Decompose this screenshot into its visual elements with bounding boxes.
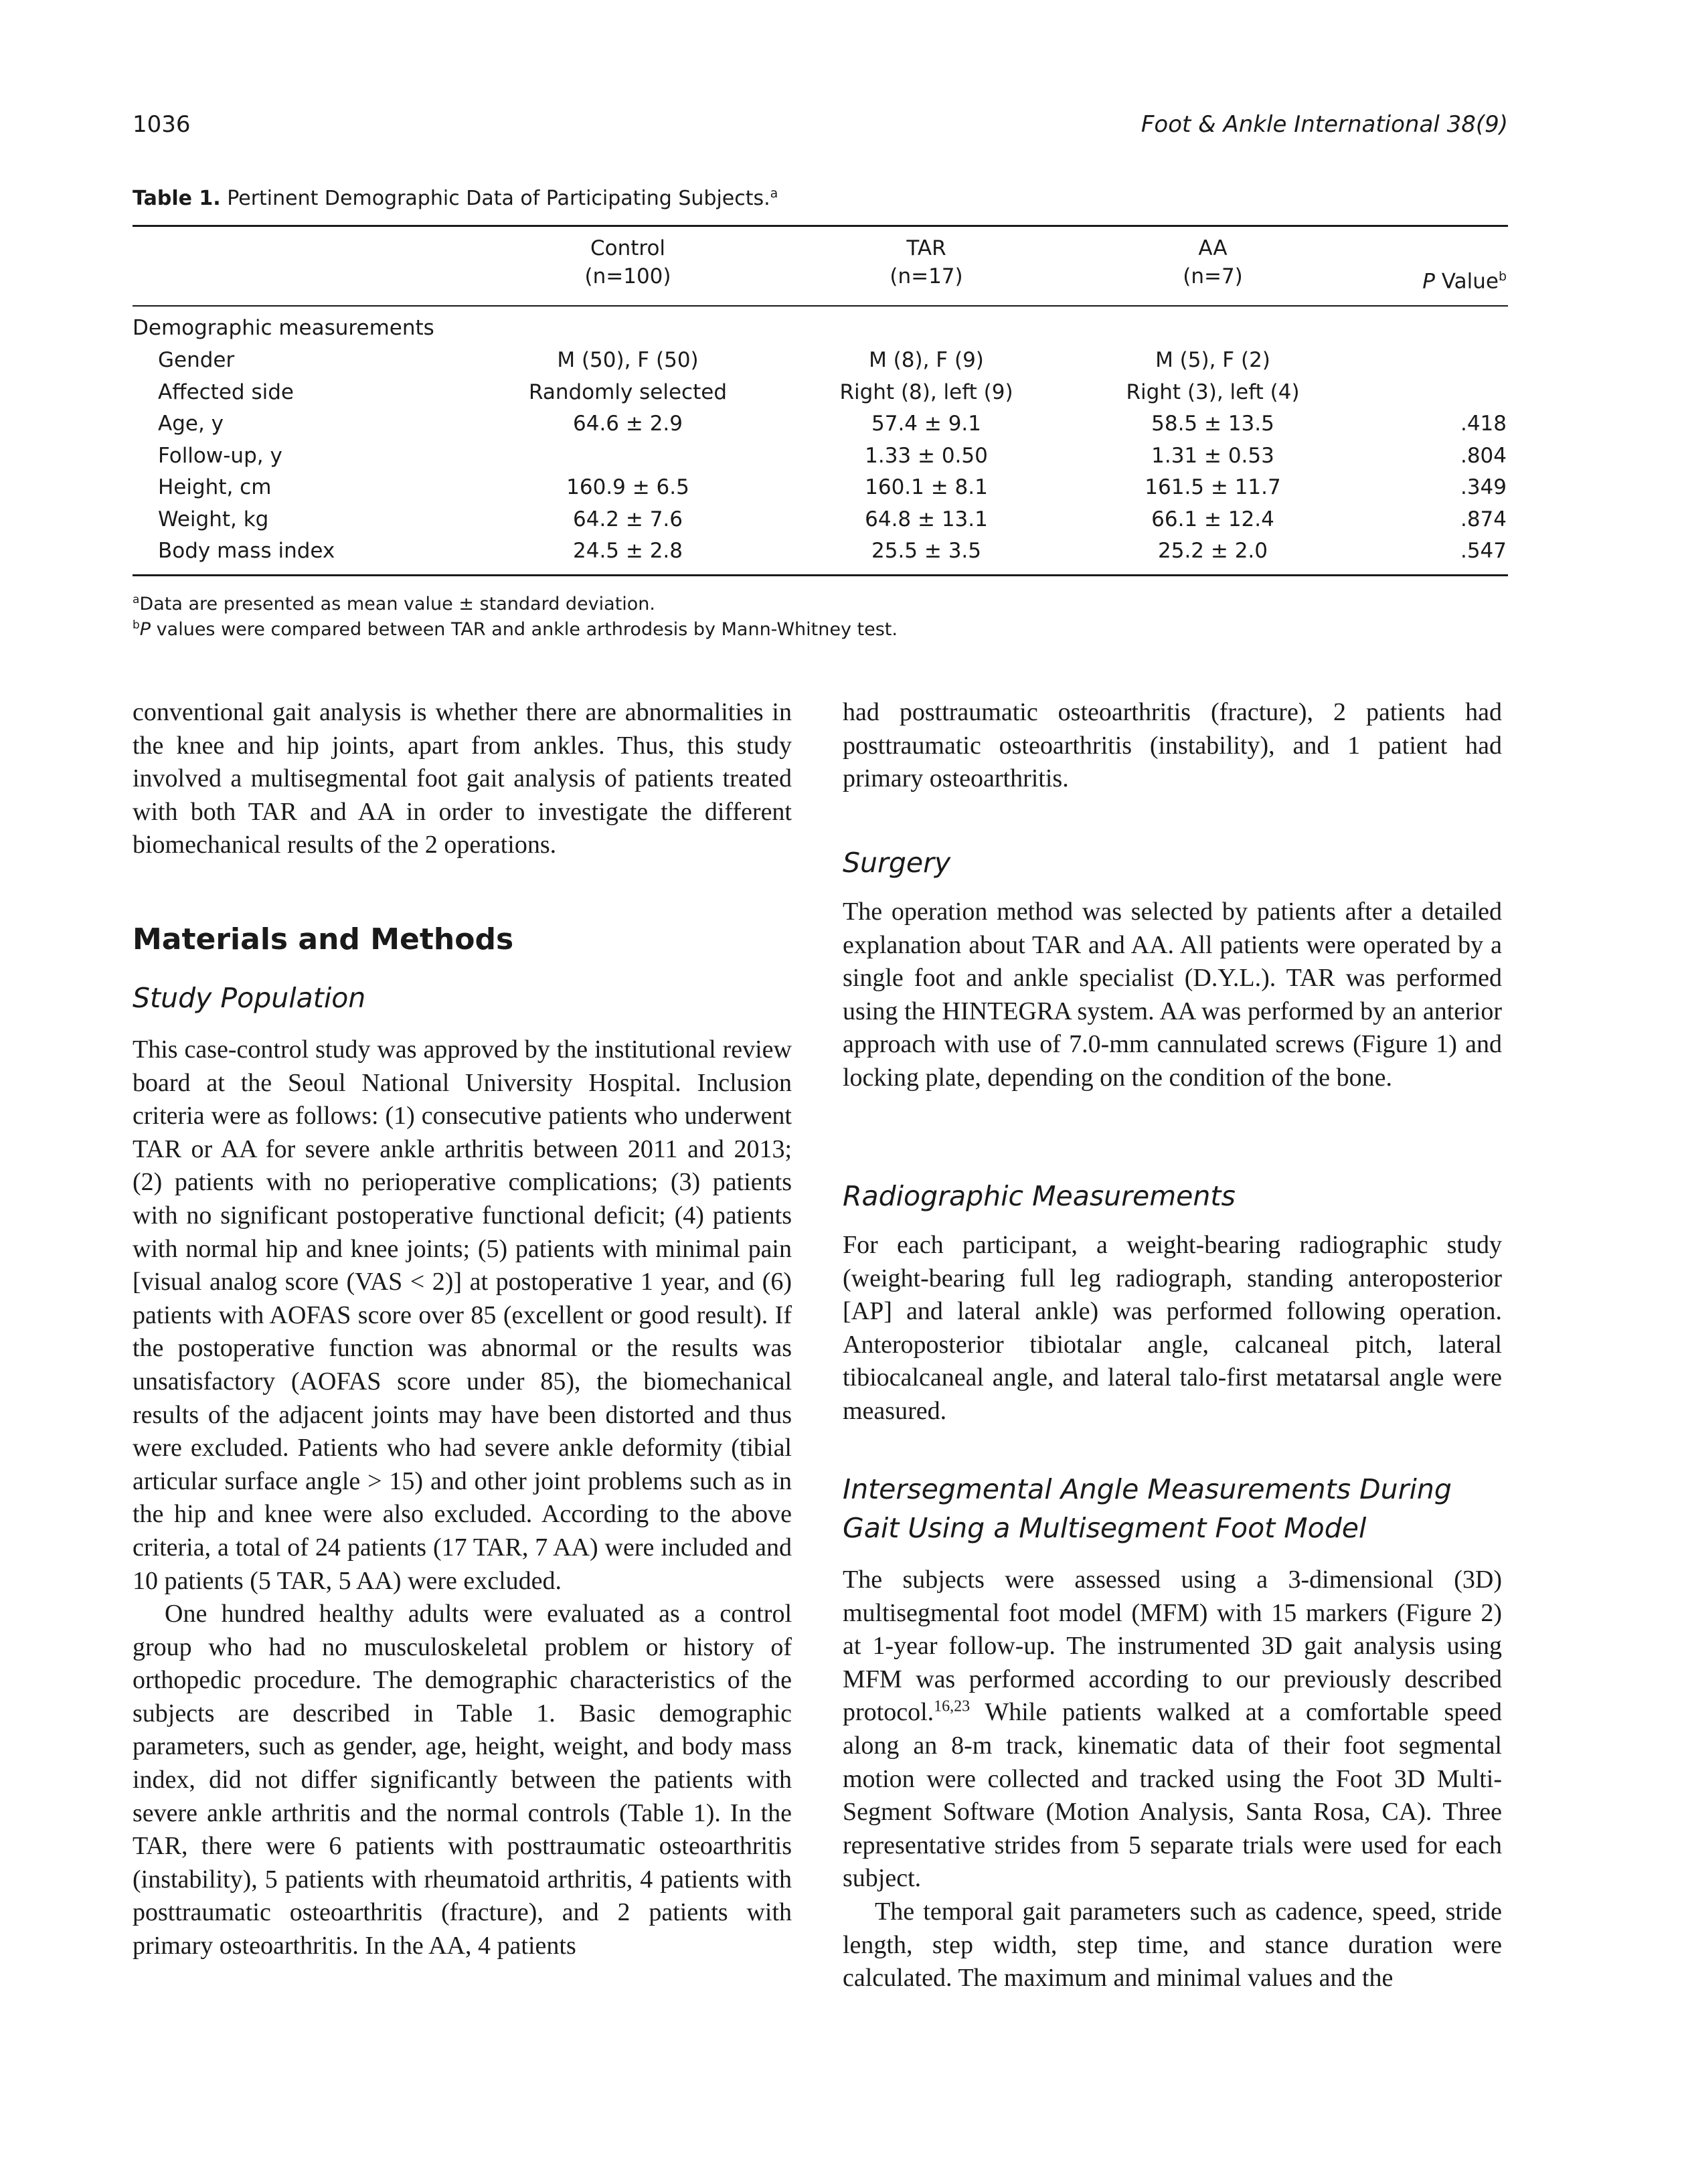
p-value-note: b [1498, 269, 1507, 284]
p-value-rest: Value [1434, 269, 1499, 294]
table-footnote-a [133, 593, 655, 614]
subheading-intersegmental [843, 1470, 1452, 1547]
column-header-aa [1183, 234, 1243, 290]
column-header-aa-n: (n=7) [1183, 264, 1243, 288]
footnote-text: Data are presented as mean value ± standard deviation. [139, 594, 655, 614]
cell-tar: 25.5 ± 3.5 [871, 539, 982, 563]
subheading-surgery: Surgery [843, 847, 951, 879]
p-value-italic: P [1422, 269, 1435, 294]
paragraph-part: The subjects were assessed using a 3-dimensional (3D) multisegmental foot model (MFM) with 15 markers (Figure 2) at 1-year follow-up. The instrumented 3D gait analysis using MFM was performed according to our previously described protocol. [843, 1566, 1502, 1727]
cell-tar: 160.1 ± 8.1 [865, 475, 988, 499]
footnote-text: values were compared between TAR and ankle arthrodesis by Mann-Whitney test. [151, 619, 898, 640]
footnote-italic: P [139, 619, 151, 640]
paragraph: The operation method was selected by patients after a detailed explanation about TAR and AA. All patients were operated by a single foot and ankle specialist (D.Y.L.). TAR was performed using the HINTEGRA system. AA was performed by an anterior approach with use of 7.0-mm cannulated screws (Figure 1) and locking plate, depending on the condition of the bone. [843, 898, 1502, 1092]
section-heading-materials-methods: Materials and Methods [133, 922, 514, 956]
paragraph: had posttraumatic osteoarthritis (fracture), 2 patients had posttraumatic osteoarthritis (instability), and 1 patient had primary osteoarthritis. [843, 698, 1502, 793]
footnote-mark: b [133, 618, 140, 632]
row-label: Body mass index [158, 539, 335, 563]
paragraph: conventional gait analysis is whether there are abnormalities in the knee and hip joints, apart from ankles. Thus, this study involved a multisegmental foot gait analysis of patients treated with both TAR and AA in order to investigate the different biomechanical results of the 2 operations. [133, 698, 792, 859]
row-label: Weight, kg [158, 507, 269, 531]
intersegmental-text [843, 1564, 1502, 1995]
column-header-aa-name: AA [1198, 236, 1228, 260]
subheading-line-1: Intersegmental Angle Measurements During [843, 1473, 1452, 1505]
cell-p-value: .547 [1460, 539, 1507, 563]
footnote-mark: a [133, 593, 140, 606]
paragraph [843, 1564, 1502, 1896]
table-caption [133, 186, 778, 210]
subheading-study-population: Study Population [133, 982, 366, 1014]
cell-aa: 1.31 ± 0.53 [1151, 443, 1274, 468]
row-label: Height, cm [158, 475, 272, 499]
cell-control: 64.2 ± 7.6 [572, 507, 683, 531]
cell-tar: Right (8), left (9) [839, 380, 1013, 404]
cell-tar: 1.33 ± 0.50 [865, 443, 988, 468]
table-rule-bottom [133, 574, 1508, 576]
right-column-intro [843, 696, 1502, 796]
cell-tar: M (8), F (9) [869, 348, 984, 372]
table-label: Table 1. [133, 187, 221, 210]
column-header-tar [890, 234, 962, 290]
column-header-control-name: Control [590, 236, 666, 260]
table-footnote-b [133, 618, 898, 640]
citation-ref: 16,23 [934, 1697, 971, 1715]
row-label: Gender [158, 348, 235, 372]
paragraph: For each participant, a weight-bearing radiographic study (weight-bearing full leg radiograph, standing anteroposterior [AP] and lateral ankle) was performed following operation. Anteroposterior tibiotalar angle, calcaneal pitch, lateral tibiocalcaneal angle, and lateral talo-first metatarsal angle were measured. [843, 1231, 1502, 1425]
column-header-control [585, 234, 671, 290]
cell-control: M (50), F (50) [557, 348, 699, 372]
cell-aa: 25.2 ± 2.0 [1157, 539, 1268, 563]
left-column-body [133, 1033, 792, 1963]
cell-control: 24.5 ± 2.8 [572, 539, 683, 563]
cell-p-value: .349 [1460, 475, 1507, 499]
table-rule-header [133, 305, 1508, 307]
cell-aa: M (5), F (2) [1155, 348, 1270, 372]
table-rule-top [133, 225, 1508, 227]
cell-aa: 161.5 ± 11.7 [1145, 475, 1281, 499]
table-caption-note: a [770, 186, 778, 201]
column-header-control-n: (n=100) [584, 264, 671, 288]
cell-aa: Right (3), left (4) [1126, 380, 1300, 404]
journal-title: Foot & Ankle International 38(9) [1141, 111, 1508, 138]
table-group-label: Demographic measurements [133, 316, 434, 340]
subheading-line-2: Gait Using a Multisegment Foot Model [843, 1512, 1367, 1544]
left-column-intro [133, 696, 792, 862]
row-label: Affected side [158, 380, 294, 404]
table-caption-text: Pertinent Demographic Data of Participating Subjects. [227, 187, 770, 210]
cell-tar: 64.8 ± 13.1 [865, 507, 988, 531]
column-header-tar-name: TAR [906, 236, 946, 260]
cell-control: 64.6 ± 2.9 [572, 412, 683, 436]
column-header-tar-n: (n=17) [890, 264, 963, 288]
subheading-radiographic: Radiographic Measurements [843, 1180, 1236, 1212]
cell-control: Randomly selected [528, 380, 728, 404]
row-label: Age, y [158, 412, 224, 436]
paragraph-part: While patients walked at a comfortable speed along an 8-m track, kinematic data of their foot segmental motion were collected and tracked using the Foot 3D Multi-Segment Software (Motion Analysis, Santa Rosa, CA). Three representative strides from 5 separate trials were used for each subject. [843, 1698, 1502, 1893]
cell-p-value: .804 [1460, 443, 1507, 468]
cell-aa: 58.5 ± 13.5 [1151, 412, 1274, 436]
cell-p-value: .874 [1460, 507, 1507, 531]
cell-control: 160.9 ± 6.5 [566, 475, 689, 499]
cell-p-value: .418 [1460, 412, 1507, 436]
cell-tar: 57.4 ± 9.1 [871, 412, 982, 436]
paragraph: The temporal gait parameters such as cadence, speed, stride length, step width, step time, and stance duration were calculated. The maximum and minimal values and the [843, 1897, 1502, 1993]
column-header-p-value [1422, 262, 1507, 295]
page-number: 1036 [133, 111, 191, 138]
cell-aa: 66.1 ± 12.4 [1151, 507, 1274, 531]
paragraph: This case-control study was approved by the institutional review board at the Seoul National University Hospital. Inclusion criteria were as follows: (1) consecutive patients who underwent TAR or AA for severe ankle arthritis between 2011 and 2013; (2) patients with no perioperative complications; (3) patients with no significant postoperative functional deficit; (4) patients with normal hip and knee joints; (5) patients with minimal pain [visual analog score (VAS < 2)] at postoperative 1 year, and (6) patients with AOFAS score over 85 (excellent or good result). If the postoperative function was abnormal or the results was unsatisfactory (AOFAS score under 85), the biomechanical results of the adjacent joints may have been distorted and thus were excluded. Patients who had severe ankle deformity (tibial articular surface angle > 15) and other joint problems such as in the hip and knee were also excluded. According to the above criteria, a total of 24 patients (17 TAR, 7 AA) were included and 10 patients (5 TAR, 5 AA) were excluded. [133, 1035, 792, 1595]
row-label: Follow-up, y [158, 443, 282, 468]
radiographic-text [843, 1229, 1502, 1428]
paragraph: One hundred healthy adults were evaluated as a control group who had no musculoskeletal problem or history of orthopedic procedure. The demographic characteristics of the subjects are described in Table 1. Basic demographic parameters, such as gender, age, height, weight, and body mass index, did not differ significantly between the patients with severe ankle arthritis and the normal controls (Table 1). In the TAR, there were 6 patients with posttraumatic osteoarthritis (instability), 5 patients with rheumatoid arthritis, 4 patients with posttraumatic osteoarthritis (fracture), and 2 patients with primary osteoarthritis. In the AA, 4 patients [133, 1600, 792, 1960]
surgery-text [843, 896, 1502, 1095]
